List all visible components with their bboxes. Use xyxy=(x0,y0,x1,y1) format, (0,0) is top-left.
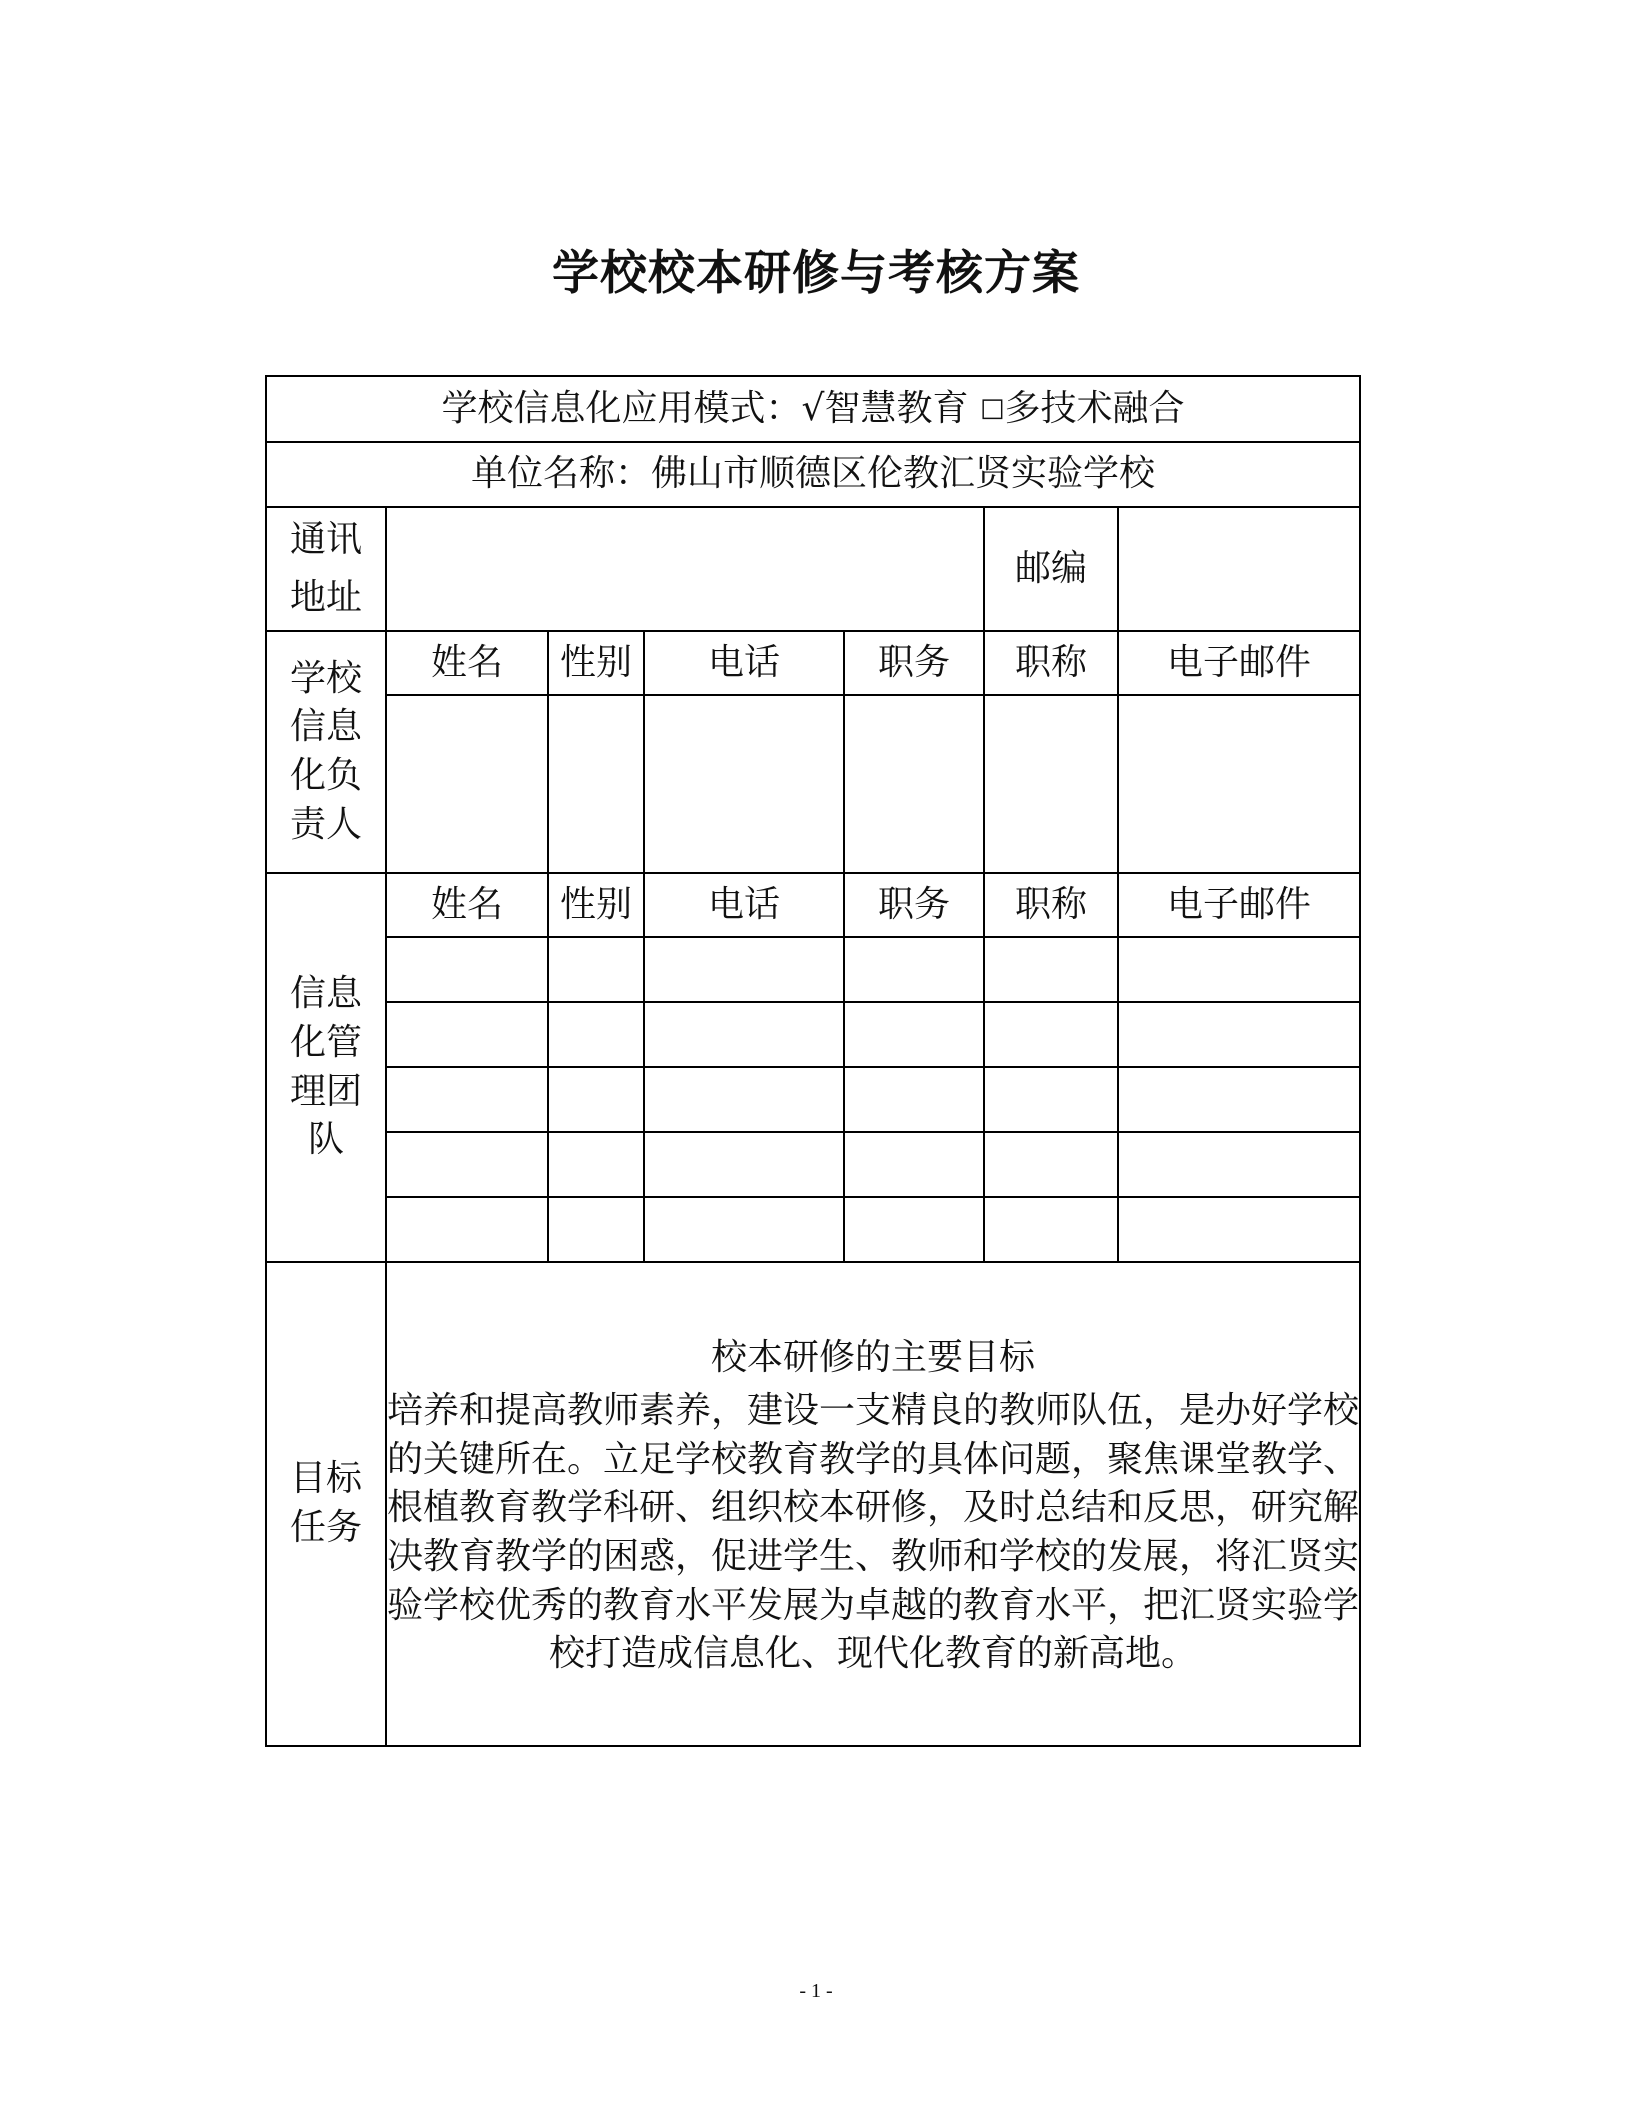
it-team-label: 信息化管理团队 xyxy=(289,973,362,1161)
it-lead-data-row xyxy=(266,695,1360,873)
it-lead-label: 学校信息化负责人 xyxy=(289,657,362,845)
mode-option2-label: 多技术融合 xyxy=(1004,387,1185,429)
it-lead-name-input[interactable] xyxy=(386,695,548,873)
team-name-input[interactable] xyxy=(386,1002,548,1067)
team-gender-input[interactable] xyxy=(548,1197,644,1262)
team-name-input[interactable] xyxy=(386,1067,548,1132)
header-gender: 性别 xyxy=(548,873,644,937)
goals-row xyxy=(266,1262,1360,1746)
address-label-cell xyxy=(266,507,386,631)
postcode-label: 邮编 xyxy=(984,507,1118,631)
header-position: 职务 xyxy=(844,873,984,937)
mode-option2-checkbox[interactable]: □ xyxy=(979,392,1005,423)
header-position: 职务 xyxy=(844,631,984,695)
header-email: 电子邮件 xyxy=(1118,631,1360,695)
it-lead-position-input[interactable] xyxy=(844,695,984,873)
mode-option1-checkbox[interactable]: √ xyxy=(801,387,825,429)
unit-row xyxy=(266,442,1360,507)
team-phone-input[interactable] xyxy=(644,1067,844,1132)
it-lead-header-row xyxy=(266,631,1360,695)
goals-heading: 校本研修的主要目标 xyxy=(711,1337,1036,1379)
team-phone-input[interactable] xyxy=(644,1132,844,1197)
unit-label: 单位名称： xyxy=(471,453,652,495)
header-name: 姓名 xyxy=(386,631,548,695)
it-team-row xyxy=(266,1197,1360,1262)
team-title-input[interactable] xyxy=(984,1132,1118,1197)
it-team-label-cell xyxy=(266,873,386,1262)
it-team-row xyxy=(266,1067,1360,1132)
mode-label: 学校信息化应用模式： xyxy=(441,387,802,429)
team-email-input[interactable] xyxy=(1118,1067,1360,1132)
header-gender: 性别 xyxy=(548,631,644,695)
goals-body: 培养和提高教师素养，建设一支精良的教师队伍，是办好学校的关键所在。立足学校教育教学的具体问题，聚焦课堂教学、根植教育教学科研、组织校本研修，及时总结和反思，研究解决教育教学的困惑，促进学生、教师和学校的发展，将汇贤实验学校优秀的教育水平发展为卓越的教育水平，把汇贤实验学校打造成信息化、现代化教育的新高地。 xyxy=(387,1390,1360,1675)
team-email-input[interactable] xyxy=(1118,1132,1360,1197)
unit-name: 佛山市顺德区伦教汇贤实验学校 xyxy=(651,453,1156,495)
it-lead-phone-input[interactable] xyxy=(644,695,844,873)
team-title-input[interactable] xyxy=(984,937,1118,1002)
header-title: 职称 xyxy=(984,873,1118,937)
team-phone-input[interactable] xyxy=(644,1197,844,1262)
team-position-input[interactable] xyxy=(844,1002,984,1067)
page-number: - 1 - xyxy=(799,1980,833,2002)
team-gender-input[interactable] xyxy=(548,1132,644,1197)
team-name-input[interactable] xyxy=(386,1197,548,1262)
team-gender-input[interactable] xyxy=(548,1067,644,1132)
it-team-row xyxy=(266,937,1360,1002)
header-email: 电子邮件 xyxy=(1118,873,1360,937)
registration-form-table xyxy=(265,375,1361,1747)
it-lead-gender-input[interactable] xyxy=(548,695,644,873)
goals-label-cell xyxy=(266,1262,386,1746)
team-gender-input[interactable] xyxy=(548,937,644,1002)
postcode-input[interactable] xyxy=(1118,507,1360,631)
it-lead-title-input[interactable] xyxy=(984,695,1118,873)
header-name: 姓名 xyxy=(386,873,548,937)
address-input[interactable] xyxy=(386,507,984,631)
header-title: 职称 xyxy=(984,631,1118,695)
goals-cell xyxy=(386,1262,1360,1746)
goals-label: 目标任务 xyxy=(289,1458,362,1548)
team-phone-input[interactable] xyxy=(644,1002,844,1067)
header-phone: 电话 xyxy=(644,631,844,695)
address-label: 通讯地址 xyxy=(289,519,362,618)
team-gender-input[interactable] xyxy=(548,1002,644,1067)
team-title-input[interactable] xyxy=(984,1002,1118,1067)
team-email-input[interactable] xyxy=(1118,1197,1360,1262)
mode-row xyxy=(266,376,1360,442)
it-team-row xyxy=(266,1002,1360,1067)
address-row xyxy=(266,507,1360,631)
team-position-input[interactable] xyxy=(844,1197,984,1262)
page-title: 学校校本研修与考核方案 xyxy=(552,246,1080,301)
mode-cell xyxy=(266,376,1360,442)
mode-option1-label: 智慧教育 xyxy=(824,387,969,429)
header-phone: 电话 xyxy=(644,873,844,937)
team-name-input[interactable] xyxy=(386,1132,548,1197)
team-title-input[interactable] xyxy=(984,1067,1118,1132)
it-team-row xyxy=(266,1132,1360,1197)
team-phone-input[interactable] xyxy=(644,937,844,1002)
unit-cell xyxy=(266,442,1360,507)
it-team-header-row xyxy=(266,873,1360,937)
it-lead-label-cell xyxy=(266,631,386,873)
team-title-input[interactable] xyxy=(984,1197,1118,1262)
team-position-input[interactable] xyxy=(844,1067,984,1132)
team-position-input[interactable] xyxy=(844,937,984,1002)
team-email-input[interactable] xyxy=(1118,937,1360,1002)
it-lead-email-input[interactable] xyxy=(1118,695,1360,873)
team-name-input[interactable] xyxy=(386,937,548,1002)
team-position-input[interactable] xyxy=(844,1132,984,1197)
team-email-input[interactable] xyxy=(1118,1002,1360,1067)
